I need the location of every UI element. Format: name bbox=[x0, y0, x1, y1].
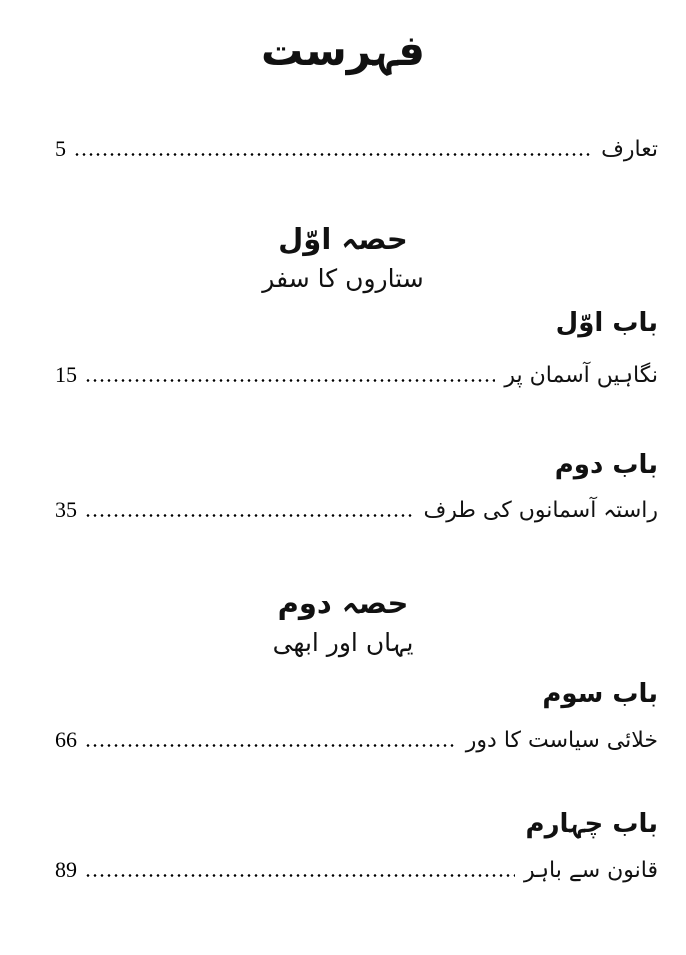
entry-page-number: 89 bbox=[55, 857, 77, 882]
part-1-heading: حصہ اوّل bbox=[278, 222, 408, 256]
chapter-1-heading: باب اوّل bbox=[555, 308, 658, 338]
dotted-leader bbox=[86, 874, 515, 877]
dotted-leader bbox=[86, 514, 414, 517]
entry-title: راستہ آسمانوں کی طرف bbox=[423, 498, 658, 523]
toc-entry-introduction bbox=[55, 136, 658, 162]
chapter-3-heading: باب سوم bbox=[542, 679, 658, 709]
toc-entry-chapter-4 bbox=[55, 857, 658, 883]
entry-page-number: 35 bbox=[55, 497, 77, 522]
chapter-4-heading: باب چہارم bbox=[525, 809, 658, 839]
chapter-2-heading: باب دوم bbox=[554, 450, 658, 480]
toc-entry-chapter-3 bbox=[55, 727, 658, 753]
entry-page-number: 15 bbox=[55, 362, 77, 387]
part-1-subtitle: ستاروں کا سفر bbox=[262, 264, 424, 293]
entry-title: خلائی سیاست کا دور bbox=[465, 728, 658, 753]
toc-entry-chapter-1 bbox=[55, 362, 658, 388]
part-2-heading: حصہ دوم bbox=[277, 586, 409, 620]
dotted-leader bbox=[86, 379, 495, 382]
entry-title: قانون سے باہر bbox=[523, 858, 658, 883]
entry-page-number: 66 bbox=[55, 727, 77, 752]
dotted-leader bbox=[75, 153, 592, 156]
toc-entry-chapter-2 bbox=[55, 497, 658, 523]
entry-title: نگاہیں آسمان پر bbox=[504, 363, 658, 388]
page-title: فہرست bbox=[260, 26, 425, 75]
entry-title: تعارف bbox=[601, 137, 658, 162]
entry-page-number: 5 bbox=[55, 136, 66, 161]
part-2-subtitle: یہاں اور ابھی bbox=[272, 628, 414, 657]
dotted-leader bbox=[86, 744, 457, 747]
